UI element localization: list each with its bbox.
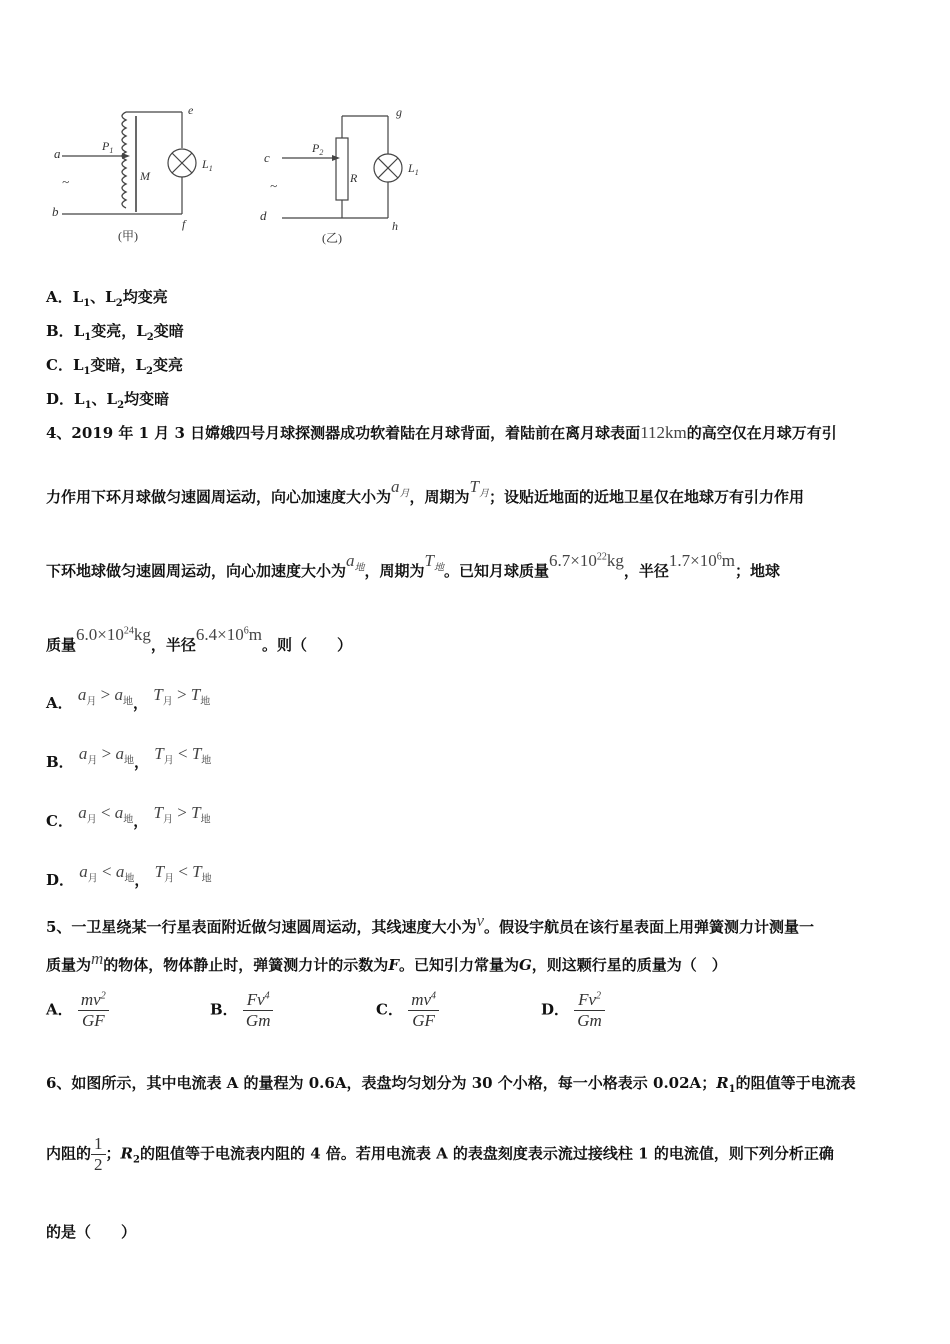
label-l1: $L_1$	[408, 161, 419, 177]
q4-option-d[interactable]: D． $a_月 < a_地$， $T_月 < T_地$	[46, 862, 212, 889]
label-c: c	[264, 150, 270, 165]
q4-line-4: 质量$6.0\times 10^{24}kg$，半径$6.4\times 10^6m$。则（ ）	[46, 625, 352, 654]
label-g: g	[396, 105, 402, 119]
figure-caption-right: (乙)	[322, 231, 342, 245]
ac-symbol: ~	[270, 178, 278, 193]
q5-line-1: 5、一卫星绕某一行星表面附近做匀速圆周运动，其线速度大小为v。假设宇航员在该行星表面上用弹簧测力计测量一	[46, 911, 815, 936]
q6-line-3: 的是（ ）	[46, 1223, 137, 1241]
earth-mass-value: $6.0\times 10^{24}kg$	[76, 625, 151, 644]
label-d: d	[260, 208, 267, 223]
moon-mass-value: $6.7\times 10^{22}kg$	[549, 551, 624, 570]
q5-option-b[interactable]: B． $\frac{Fv^4}{Gm}$	[210, 990, 273, 1031]
label-a: a	[54, 146, 61, 161]
label-p2: $P_2$	[312, 141, 324, 157]
q5-option-d[interactable]: D． $\frac{Fv^2}{Gm}$	[541, 990, 605, 1031]
circuit-figure-right	[250, 100, 440, 250]
q6-line-2: 内阻的 $\frac{1}{2}$ ；$R_2$的阻值等于电流表内阻的 4 倍。若用电流表 A 的表盘刻度表示流过接线柱 1 的电流值，则下列分析正确	[46, 1134, 834, 1174]
q4-option-b[interactable]: B． $a_月 > a_地$， $T_月 < T_地$	[46, 744, 212, 771]
t-moon-symbol: $T_月$	[469, 477, 489, 500]
label-m: M	[140, 169, 150, 183]
q4-option-a[interactable]: A． $a_月 > a_地$， $T_月 > T_地$	[46, 685, 211, 712]
q5-option-c[interactable]: C． $\frac{mv^4}{GF}$	[376, 990, 439, 1031]
label-b: b	[52, 204, 59, 219]
q4-line-3: 下环地球做匀速圆周运动，向心加速度大小为$a_地$，周期为$T_地$。已知月球质量$6.7\times 10^{22}kg$，半径$1.7\times 10^6m$；地球	[46, 551, 780, 580]
q4-line-2: 力作用下环月球做匀速圆周运动，向心加速度大小为$a_月$，周期为$T_月$；设贴近地面的近地卫星仅在地球万有引力作用	[46, 477, 805, 506]
q4-line-1: 4、2019 年 1 月 3 日嫦娥四号月球探测器成功软着陆在月球背面，着陆前在离月球表面112km的高空仅在月球万有引	[46, 423, 837, 442]
q5-line-2: 质量为m的物体，物体静止时，弹簧测力计的示数为F。已知引力常量为G，则这颗行星的质量为（ ）	[46, 949, 727, 974]
one-half-fraction: $\frac{1}{2}$	[91, 1134, 106, 1175]
circuit-figure-left	[40, 100, 240, 250]
label-l1: $L_1$	[202, 157, 213, 173]
a-moon-symbol: $a_月$	[391, 477, 410, 500]
ac-symbol: ~	[62, 174, 70, 189]
moon-radius-value: $1.7\times 10^6m$	[668, 551, 735, 570]
q6-line-1: 6、如图所示，其中电流表 A 的量程为 0.6A，表盘均匀划分为 30 个小格，每一小格表示 0.02A；$R_1$的阻值等于电流表	[46, 1074, 856, 1095]
earth-radius-value: $6.4\times 10^6m$	[195, 625, 262, 644]
label-h: h	[392, 219, 398, 233]
label-p1: $P_1$	[102, 139, 114, 155]
figure-caption-left: (甲)	[118, 229, 138, 243]
q3-option-a[interactable]: A．$L_1$、$L_2$均变亮	[46, 288, 168, 309]
q4-option-c[interactable]: C． $a_月 < a_地$， $T_月 > T_地$	[46, 803, 211, 830]
label-f: f	[182, 217, 186, 231]
q5-option-a[interactable]: A． $\frac{mv^2}{GF}$	[46, 990, 109, 1031]
q3-option-d[interactable]: D．$L_1$、$L_2$均变暗	[46, 390, 170, 411]
label-e: e	[188, 103, 194, 117]
q3-option-b[interactable]: B．$L_1$变亮，$L_2$变暗	[46, 322, 184, 343]
a-earth-symbol: $a_地$	[346, 551, 365, 574]
q3-option-c[interactable]: C．$L_1$变暗，$L_2$变亮	[46, 356, 184, 377]
label-r: R	[350, 171, 358, 185]
t-earth-symbol: $T_地$	[424, 551, 444, 574]
